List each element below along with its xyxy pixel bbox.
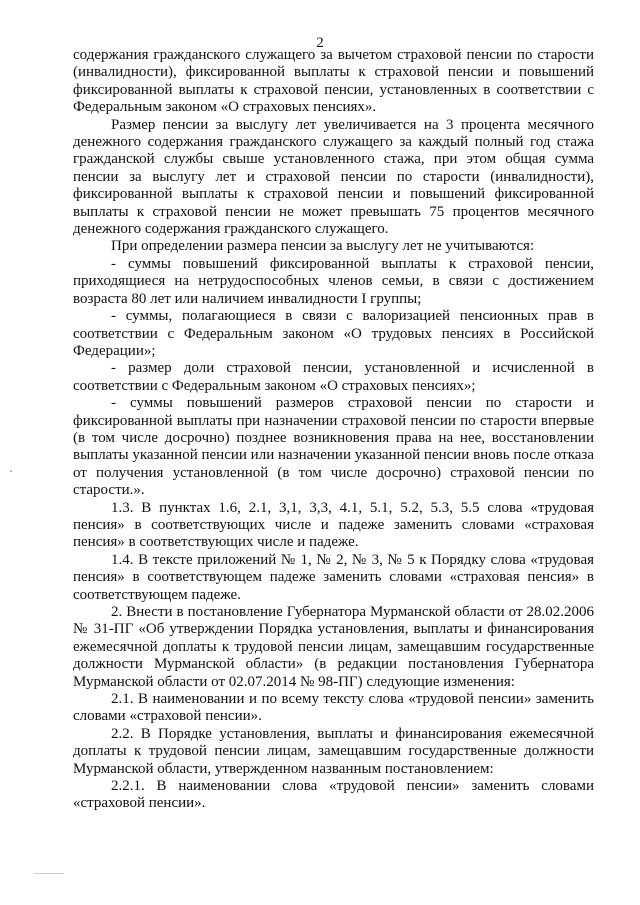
paragraph-clause-2-2: 2.2. В Порядке установления, выплаты и финансирования ежемесячной доплаты к трудовой пенсии лицам, замещавшим государственные должности Мурманской области, утвержденном названным постановлением:	[73, 725, 594, 777]
list-item-exclusion-3: - размер доли страховой пенсии, установленной и исчисленной в соответствии с Федеральным законом «О страховых пенсиях»;	[73, 360, 594, 394]
paragraph-clause-1-3: 1.3. В пунктах 1.6, 2.1, 3,1, 3,3, 4.1, 5.1, 5.2, 5.3, 5.5 слова «трудовая пенсия» в соответствующих числе и падеже заменить словами «страховая пенсия» в соответствующих числе и падеже.	[73, 499, 594, 551]
paragraph-clause-1-4: 1.4. В тексте приложений № 1, № 2, № 3, № 5 к Порядку слова «трудовая пенсия» в соответствующем падеже заменить словами «страховая пенсия» в соответствующем падеже.	[73, 551, 594, 603]
scan-artifact-line	[34, 873, 64, 874]
scan-artifact-mark	[10, 470, 12, 472]
paragraph-clause-2: 2. Внести в постановление Губернатора Мурманской области от 28.02.2006 № 31-ПГ «Об утверждении Порядка установления, выплаты и финансирования ежемесячной доплаты к трудовой пенсии лицам, замещавшим государственные должности Мурманской области» (в редакции постановления Губернатора Мурманской области от 02.07.2014 № 98-ПГ) следующие изменения:	[73, 604, 594, 690]
paragraph-pension-increase: Размер пенсии за выслугу лет увеличивается на 3 процента месячного денежного содержания гражданского служащего за каждый полный год стажа гражданской службы свыше установленного стажа, при этом общая сумма пенсии за выслугу лет и страховой пенсии по старости (инвалидности), фиксированной выплаты к страховой пенсии и повышений фиксированной выплаты к страховой пенсии не может превышать 75 процентов месячного денежного содержания гражданского служащего.	[73, 116, 594, 238]
paragraph-clause-2-1: 2.1. В наименовании и по всему тексту слова «трудовой пенсии» заменить словами «страховой пенсии».	[73, 691, 594, 725]
list-item-exclusion-2: - суммы, полагающиеся в связи с валоризацией пенсионных прав в соответствии с Федеральным законом «О трудовых пенсиях в Российской Федерации»;	[73, 308, 594, 359]
document-body	[73, 47, 594, 813]
list-item-exclusion-4: - суммы повышений размеров страховой пенсии по старости и фиксированной выплаты при назначении страховой пенсии по старости впервые (в том числе досрочно) позднее возникновения права на нее, восстановлении выплаты указанной пенсии или назначении указанной пенсии вновь после отказа от получения установленной (в том числе досрочно) страховой пенсии по старости.».	[73, 395, 594, 499]
list-item-exclusion-1: - суммы повышений фиксированной выплаты к страховой пенсии, приходящиеся на нетрудоспособных членов семьи, в связи с достижением возраста 80 лет или наличием инвалидности I группы;	[73, 255, 594, 307]
paragraph-exclusions-intro: При определении размера пенсии за выслугу лет не учитываются:	[111, 238, 535, 255]
paragraph-clause-2-2-1: 2.2.1. В наименовании слова «трудовой пенсии» заменить словами «страховой пенсии».	[73, 778, 594, 812]
paragraph-pension-calc-continuation: содержания гражданского служащего за вычетом страховой пенсии по старости (инвалидности), фиксированной выплаты к страховой пенсии и повышений фиксированной выплаты к страховой пенсии, установленных в соответствии с Федеральным законом «О страховых пенсиях».	[73, 47, 594, 116]
page-number: 2	[316, 35, 324, 51]
